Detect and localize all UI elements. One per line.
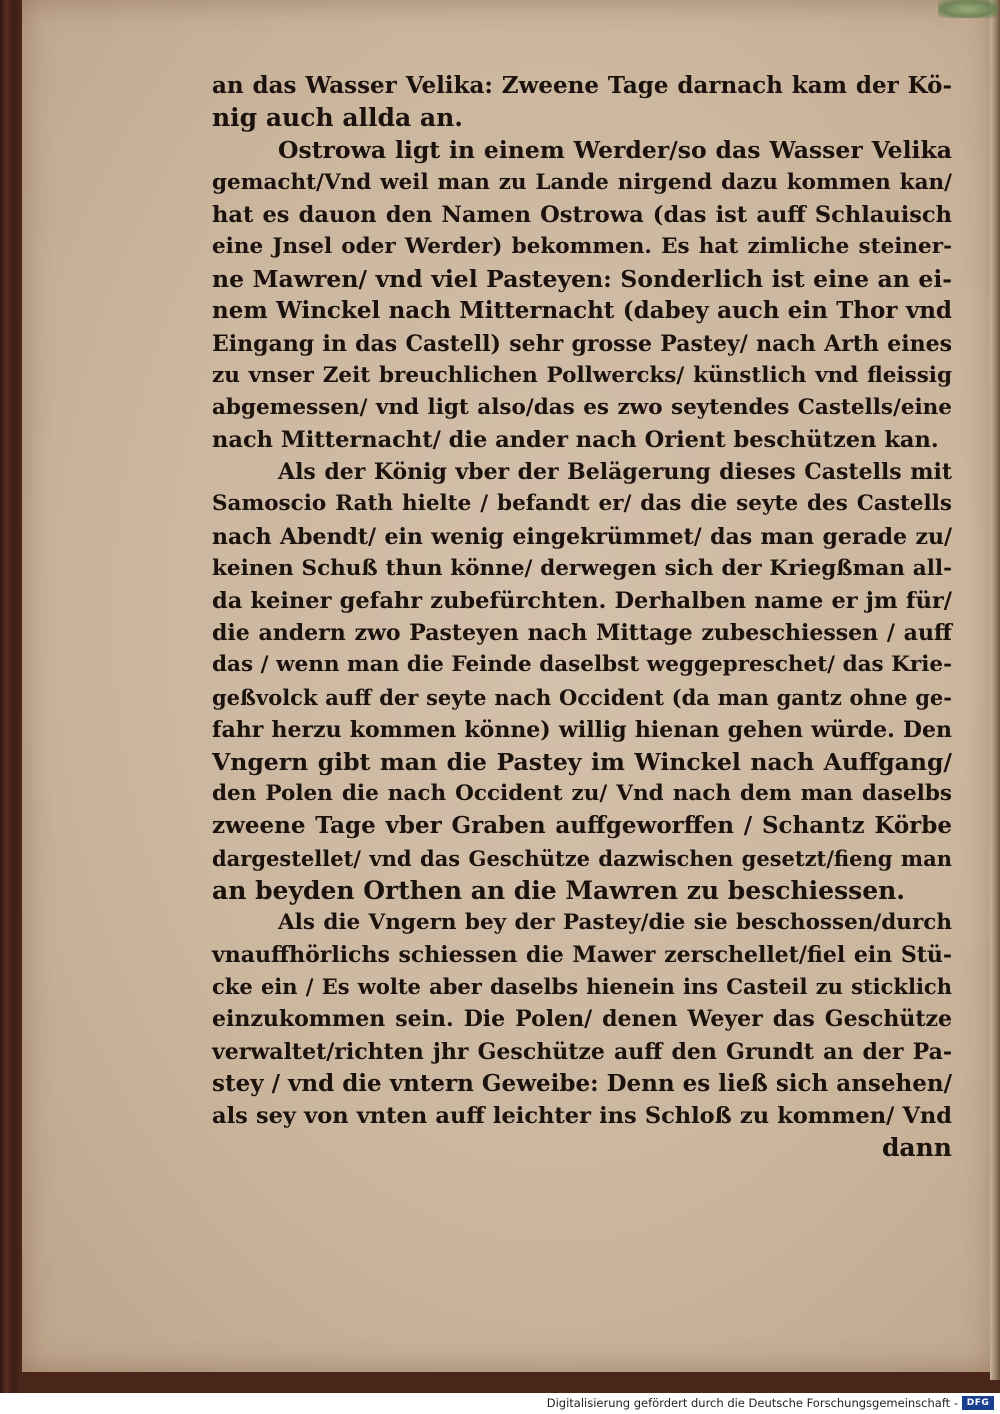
text-line-3: Ostrowa ligt in einem Werder/so das Wasser Velika [278,136,952,165]
text-line-24: zweene Tage vber Graben auffgeworffen / Schantz Körbe [212,812,952,840]
text-line-29: cke ein / Es wolte aber daselbs hienein ins Casteil zu sticklich [212,974,952,1000]
footer-bar [0,1393,1000,1414]
text-line-9: Eingang in das Castell) sehr grosse Pastey/ nach Arth eines [212,330,952,357]
text-line-26: an beyden Orthen an die Mawren zu beschiessen. [212,875,906,905]
text-line-16: keinen Schuß thun könne/ derwegen sich der Kriegßman all- [212,555,952,581]
text-line-18: die andern zwo Pasteyen nach Mittage zubeschiessen / auff [212,620,952,647]
text-line-7: ne Mawren/ vnd viel Pasteyen: Sonderlich ist eine an ei- [212,265,952,294]
text-line-5: hat es dauon den Namen Ostrowa (das ist auff Schlauisch [212,201,952,228]
text-line-12: nach Mitternacht/ die ander nach Orient beschützen kan. [212,427,939,454]
text-line-10: zu vnser Zeit breuchlichen Pollwercks/ künstlich vnd fleissig [212,362,952,388]
text-line-11: abgemessen/ vnd ligt also/das es zwo seytendes Castells/eine [212,394,952,420]
text-line-27: Als die Vngern bey der Pastey/die sie beschossen/durch [278,909,952,935]
text-line-15: nach Abendt/ ein wenig eingekrümmet/ das man gerade zu/ [212,523,952,550]
text-line-32: stey / vnd die vntern Geweibe: Denn es ließ sich ansehen/ [212,1069,952,1097]
text-line-6: eine Jnsel oder Werder) bekommen. Es hat zimliche steiner- [212,233,952,259]
dfg-logo-icon: DFG [962,1396,994,1410]
text-line-19: das / wenn man die Feinde daselbst weggepreschet/ das Krie- [212,652,952,678]
text-line-2: nig auch allda an. [212,103,463,133]
catchword: dann [881,1133,952,1163]
text-line-25: dargestellet/ vnd das Geschütze dazwischen gesetzt/fieng man [212,845,952,871]
text-line-28: vnauffhörlichs schiessen die Mawer zerschellet/fiel ein Stü- [212,942,952,969]
text-line-30: einzukommen sein. Die Polen/ denen Weyer das Geschütze [212,1006,952,1033]
text-line-23: den Polen die nach Occident zu/ Vnd nach dem man daselbs [212,781,952,807]
text-line-20: geßvolck auff der seyte nach Occident (da man gantz ohne ge- [212,684,952,710]
text-line-33: als sey von vnten auff leichter ins Schloß zu kommen/ Vnd [212,1103,952,1129]
cover-corner [938,0,998,18]
text-line-31: verwaltet/richten jhr Geschütze auff den Grundt an der Pa- [212,1038,952,1065]
text-line-17: da keiner gefahr zubefürchten. Derhalben name er jm für/ [212,588,952,614]
text-line-4: gemacht/Vnd weil man zu Lande nirgend dazu kommen kan/ [212,169,952,195]
text-line-14: Samoscio Rath hielte / befandt er/ das die seyte des Castells [212,491,952,517]
book-page [22,0,994,1372]
text-line-22: Vngern gibt man die Pastey im Winckel nach Auffgang/ [212,747,952,776]
funding-credit: Digitalisierung gefördert durch die Deutsche Forschungsgemeinschaft - [546,1396,958,1410]
text-line-8: nem Winckel nach Mitternacht (dabey auch ein Thor vnd [212,297,952,325]
page-edge [990,0,1000,1380]
page-text-block [212,70,952,1164]
text-line-1: an das Wasser Velika: Zweene Tage darnach kam der Kö- [212,72,952,99]
text-line-13: Als der König vber der Belägerung dieses Castells mit [278,459,952,486]
text-line-21: fahr herzu kommen könne) willig hienan gehen würde. Den [212,716,952,743]
